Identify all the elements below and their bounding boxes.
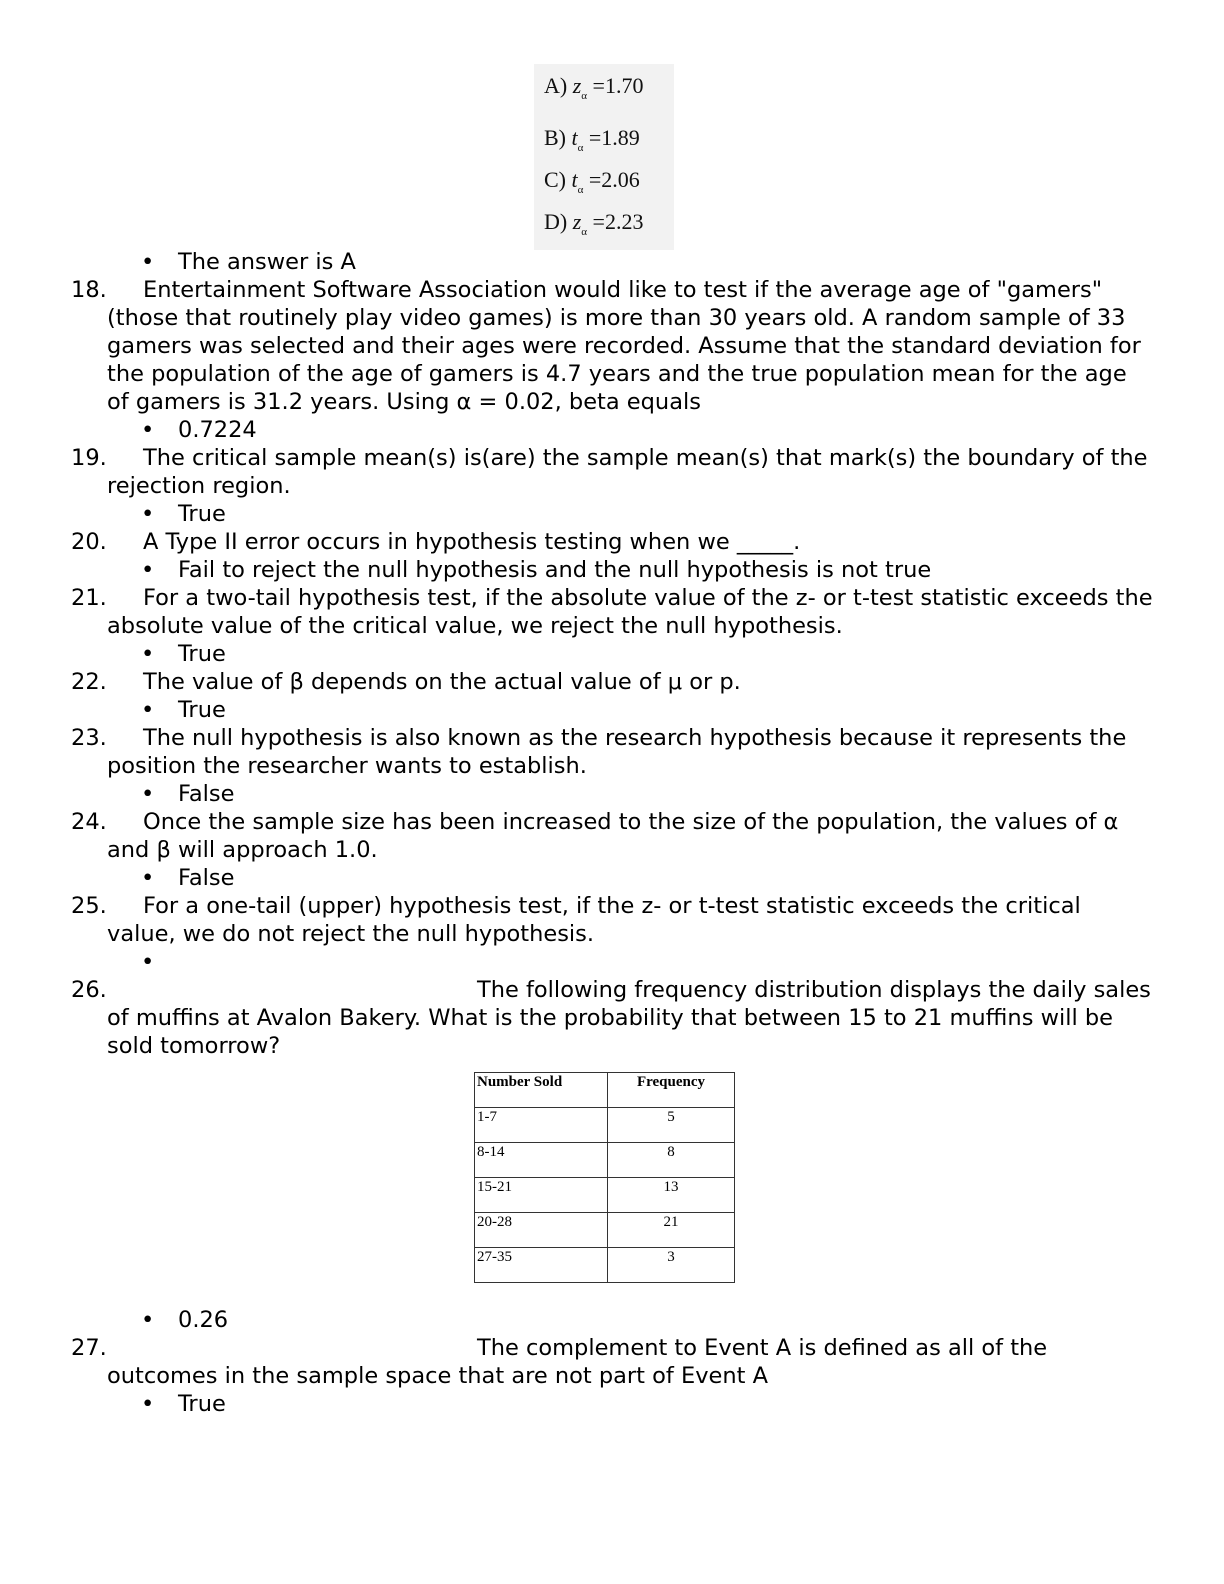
choice-b: B) $t_\alpha =1.89$ [544, 125, 640, 154]
question-19 [0, 444, 1224, 500]
table-cell: 21 [608, 1213, 735, 1248]
column-header: Frequency [608, 1073, 735, 1108]
answer-19: • True [0, 500, 1224, 528]
table-row [475, 1178, 735, 1213]
question-text: The null hypothesis is also known as the research hypothesis because it represents the position the researcher wants to establish. [107, 725, 1127, 779]
frequency-table-wrapper [0, 1060, 1224, 1306]
question-text: The critical sample mean(s) is(are) the sample mean(s) that mark(s) the boundary of the rejection region. [107, 445, 1148, 499]
table-row [475, 1108, 735, 1143]
table-cell: 3 [608, 1248, 735, 1283]
question-text: For a two-tail hypothesis test, if the absolute value of the z- or t-test statistic exceeds the absolute value of the critical value, we reject the null hypothesis. [107, 585, 1153, 639]
answer-17: • The answer is A [0, 248, 1224, 276]
answer-23: • False [0, 780, 1224, 808]
question-number: 27. [71, 1335, 107, 1361]
question-number: 26. [71, 977, 107, 1003]
question-number: 19. [71, 445, 107, 471]
table-cell: 8 [608, 1143, 735, 1178]
table-cell: 15-21 [475, 1178, 608, 1213]
answer-24: • False [0, 864, 1224, 892]
question-text: Entertainment Software Association would like to test if the average age of "gamers" (those that routinely play video games) is more than 30 years old. A random sample of 33 gamers was selected and their ages were recorded. Assume that the standard deviation for the population of the age of gamers is 4.7 years and the true population mean for the age of gamers is 31.2 years. Using α = 0.02, beta equals [107, 277, 1141, 415]
answer-27: • True [0, 1390, 1224, 1418]
frequency-table [474, 1072, 735, 1283]
answer-20: • Fail to reject the null hypothesis and the null hypothesis is not true [0, 556, 1224, 584]
table-cell: 8-14 [475, 1143, 608, 1178]
choice-d: D) $z_\alpha =2.23$ [544, 209, 644, 238]
question-text: For a one-tail (upper) hypothesis test, if the z- or t-test statistic exceeds the critical value, we do not reject the null hypothesis. [107, 893, 1081, 947]
answer-21: • True [0, 640, 1224, 668]
table-row [475, 1248, 735, 1283]
question-text: The following frequency distribution displays the daily sales of muffins at Avalon Bakery. What is the probability that between 15 to 21 muffins will be sold tomorrow? [107, 977, 1151, 1059]
choice-a: A) $z_\alpha =1.70$ [544, 73, 644, 102]
answer-22: • True [0, 696, 1224, 724]
question-18 [0, 276, 1224, 416]
question-25 [0, 892, 1224, 948]
question-text: Once the sample size has been increased to the size of the population, the values of α and β will approach 1.0. [107, 809, 1119, 863]
table-cell: 27-35 [475, 1248, 608, 1283]
table-cell: 20-28 [475, 1213, 608, 1248]
answer-26: • 0.26 [0, 1306, 1224, 1334]
choice-c: C) $t_\alpha =2.06$ [544, 167, 640, 196]
question-22 [0, 668, 1224, 696]
table-cell: 1-7 [475, 1108, 608, 1143]
table-cell: 5 [608, 1108, 735, 1143]
question-number: 24. [71, 809, 107, 835]
question-number: 18. [71, 277, 107, 303]
answer-18: • 0.7224 [0, 416, 1224, 444]
table-row [475, 1213, 735, 1248]
answer-choices-image [534, 64, 674, 250]
question-text: The complement to Event A is defined as all of the outcomes in the sample space that are not part of Event A [107, 1335, 1048, 1389]
question-26 [0, 976, 1224, 1060]
question-text: A Type II error occurs in hypothesis testing when we _____. [143, 529, 801, 555]
question-number: 21. [71, 585, 107, 611]
table-cell: 13 [608, 1178, 735, 1213]
question-number: 25. [71, 893, 107, 919]
question-number: 20. [71, 529, 107, 555]
question-24 [0, 808, 1224, 864]
question-number: 22. [71, 669, 107, 695]
question-27 [0, 1334, 1224, 1390]
question-text: The value of β depends on the actual value of μ or p. [143, 669, 741, 695]
table-header-row [475, 1073, 735, 1108]
question-20 [0, 528, 1224, 556]
question-number: 23. [71, 725, 107, 751]
column-header: Number Sold [475, 1073, 608, 1108]
answer-25 [0, 948, 1224, 976]
question-23 [0, 724, 1224, 780]
question-21 [0, 584, 1224, 640]
document-body [0, 248, 1224, 1418]
table-row [475, 1143, 735, 1178]
